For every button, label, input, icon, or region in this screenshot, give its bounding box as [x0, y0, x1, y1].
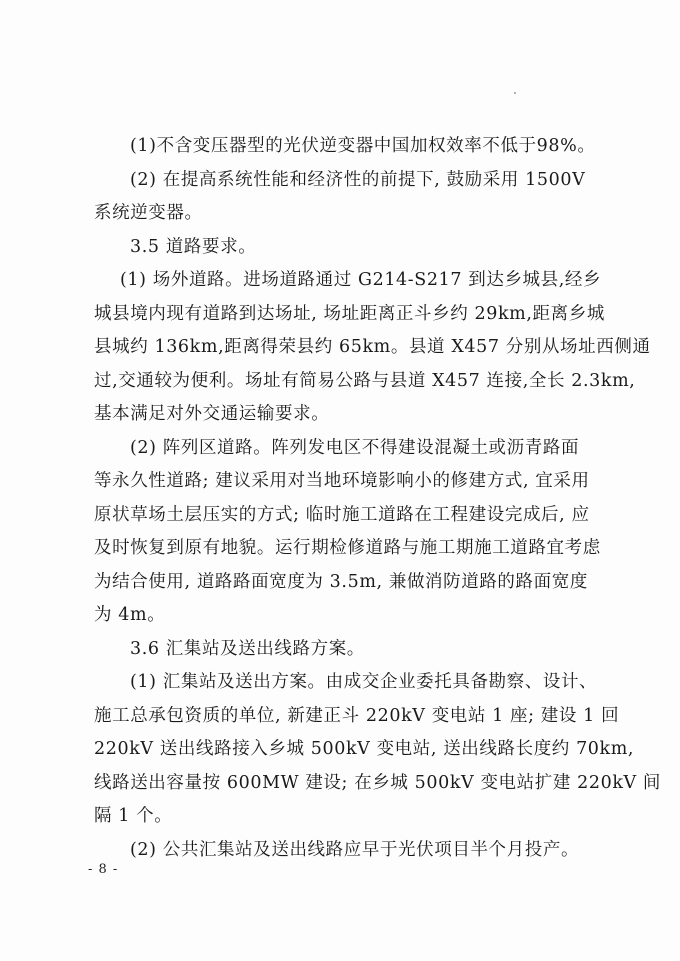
text-line: (2) 阵列区道路。阵列发电区不得建设混凝土或沥青路面 [130, 437, 580, 458]
text-line: (1) 汇集站及送出方案。由成交企业委托具备勘察、设计、 [130, 672, 598, 692]
text-line: (1) 场外道路。进场道路通过 G214-S217 到达乡城县,经乡 [120, 270, 602, 290]
scan-artifact [514, 92, 516, 94]
section-heading: 3.6 汇集站及送出线路方案。 [130, 638, 365, 659]
page-number: - 8 - [88, 862, 119, 877]
text-line: 县城约 136km,距离得荣县约 65km。县道 X457 分别从场址西侧通 [94, 337, 651, 357]
text-line: 为结合使用, 道路路面宽度为 3.5m, 兼做消防道路的路面宽度 [94, 571, 588, 592]
text-line: 线路送出容量按 600MW 建设; 在乡城 500kV 变电站扩建 220kV 间 [94, 772, 662, 793]
text-line: (1)不含变压器型的光伏逆变器中国加权效率不低于98%。 [130, 136, 596, 156]
section-heading: 3.5 道路要求。 [130, 236, 257, 257]
text-line: 施工总承包资质的单位, 新建正斗 220kV 变电站 1 座; 建设 1 回 [94, 705, 620, 726]
text-line: (2) 在提高系统性能和经济性的前提下, 鼓励采用 1500V [130, 169, 586, 190]
text-line: 220kV 送出线路接入乡城 500kV 变电站, 送出线路长度约 70km, [94, 739, 635, 759]
text-line: 过,交通较为便利。场址有简易公路与县道 X457 连接,全长 2.3km, [94, 370, 636, 391]
text-line: 为 4m。 [94, 605, 166, 625]
text-line: 原状草场土层压实的方式; 临时施工道路在工程建设完成后, 应 [94, 504, 590, 525]
body-text [94, 130, 662, 867]
text-line: 及时恢复到原有地貌。运行期检修道路与施工期施工道路宜考虑 [94, 538, 601, 558]
text-line: (2) 公共汇集站及送出线路应早于光伏项目半个月投产。 [130, 839, 580, 860]
text-line: 系统逆变器。 [94, 203, 203, 223]
text-line: 基本满足对外交通运输要求。 [94, 404, 330, 424]
text-line: 城县境内现有道路到达场址, 场址距离正斗乡约 29km,距离乡城 [94, 303, 605, 324]
text-line: 隔 1 个。 [94, 806, 173, 826]
text-line: 等永久性道路; 建议采用对当地环境影响小的修建方式, 宜采用 [94, 471, 590, 491]
